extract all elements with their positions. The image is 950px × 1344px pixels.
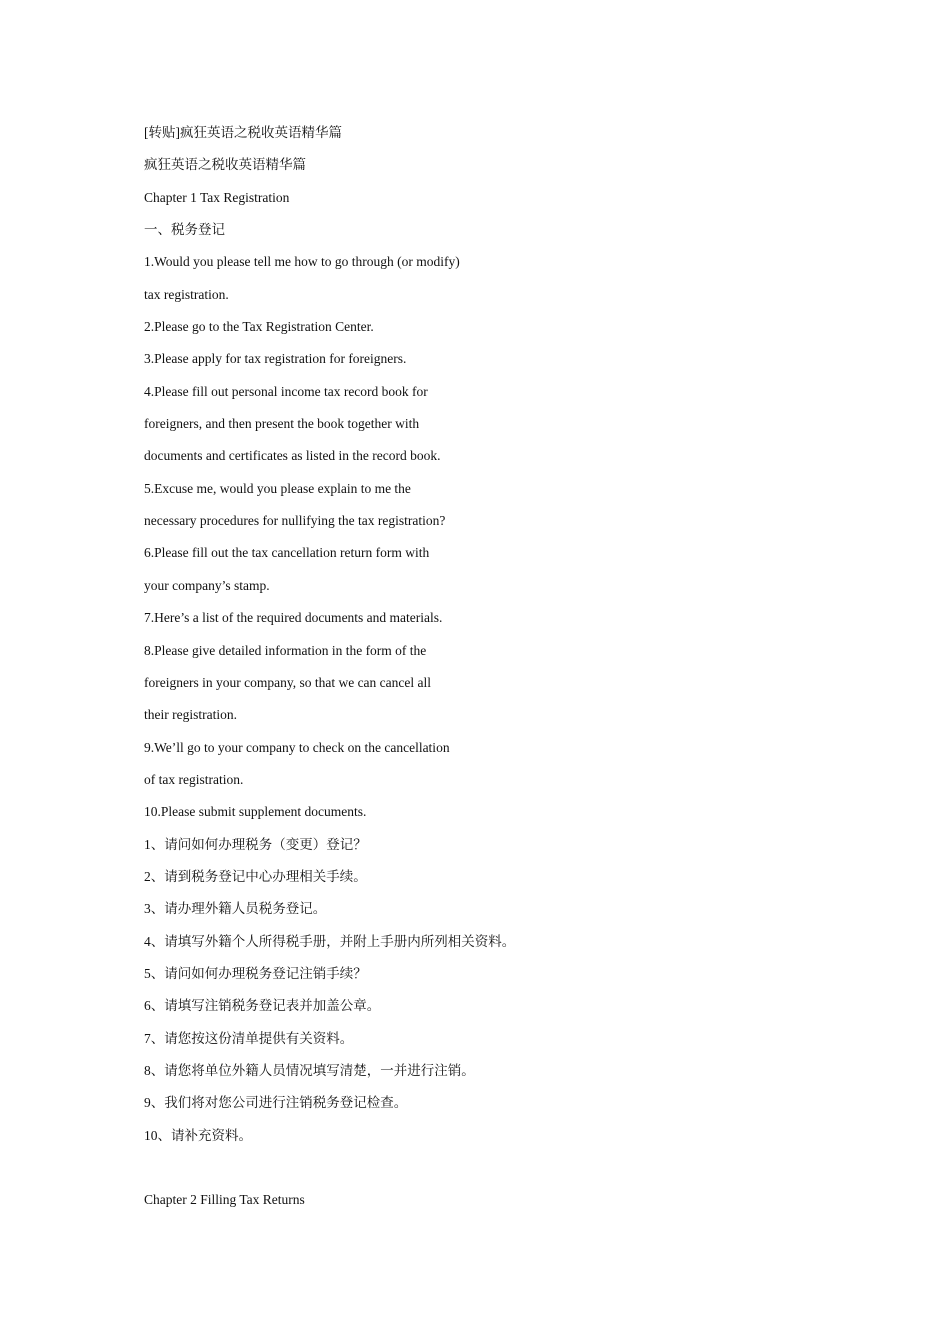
- text-line: 6.Please fill out the tax cancellation return form with: [144, 545, 430, 561]
- text-line: 2.Please go to the Tax Registration Center.: [144, 319, 374, 335]
- text-line: 5、请问如何办理税务登记注销手续？: [144, 965, 367, 981]
- text-line: your company’s stamp.: [144, 577, 270, 593]
- text-line: of tax registration.: [144, 771, 244, 787]
- text-line: foreigners, and then present the book together with: [144, 416, 420, 432]
- text-line: 5.Excuse me, would you please explain to me the: [144, 480, 411, 496]
- document-body: [144, 124, 844, 1224]
- text-line: 7.Here’s a list of the required documents and materials.: [144, 610, 443, 626]
- text-line: 10、请补充资料。: [144, 1127, 252, 1143]
- document-title: 疯狂英语之税收英语精华篇: [144, 157, 306, 173]
- section-heading: 一、税务登记: [144, 222, 225, 238]
- text-line: 3、请办理外籍人员税务登记。: [144, 901, 327, 917]
- text-line: 1.Would you please tell me how to go through (or modify): [144, 254, 460, 270]
- text-line: 8.Please give detailed information in the form of the: [144, 642, 427, 658]
- text-line: 6、请填写注销税务登记表并加盖公章。: [144, 998, 381, 1014]
- text-line: 9.We’ll go to your company to check on the cancellation: [144, 739, 450, 755]
- post-title: [转贴]疯狂英语之税收英语精华篇: [144, 125, 342, 140]
- blank-line: [144, 1159, 844, 1191]
- text-line: 8、请您将单位外籍人员情况填写清楚，一并进行注销。: [144, 1062, 475, 1078]
- text-line: tax registration.: [144, 286, 229, 302]
- text-line: 10.Please submit supplement documents.: [144, 804, 367, 820]
- text-line: documents and certificates as listed in the record book.: [144, 448, 441, 464]
- text-line: 7、请您按这份清单提供有关资料。: [144, 1030, 354, 1046]
- text-line: 4.Please fill out personal income tax record book for: [144, 383, 428, 399]
- text-line: 4、请填写外籍个人所得税手册，并附上手册内所列相关资料。: [144, 933, 516, 949]
- text-line: 9、我们将对您公司进行注销税务登记检查。: [144, 1095, 408, 1111]
- chapter-1-heading: Chapter 1 Tax Registration: [144, 189, 290, 205]
- text-line: their registration.: [144, 707, 237, 723]
- chapter-2-heading: Chapter 2 Filling Tax Returns: [144, 1192, 305, 1208]
- text-line: 1、请问如何办理税务（变更）登记？: [144, 836, 367, 852]
- text-line: 3.Please apply for tax registration for foreigners.: [144, 351, 407, 367]
- text-line: foreigners in your company, so that we can cancel all: [144, 674, 432, 690]
- text-line: 2、请到税务登记中心办理相关手续。: [144, 868, 367, 884]
- text-line: necessary procedures for nullifying the tax registration?: [144, 513, 446, 529]
